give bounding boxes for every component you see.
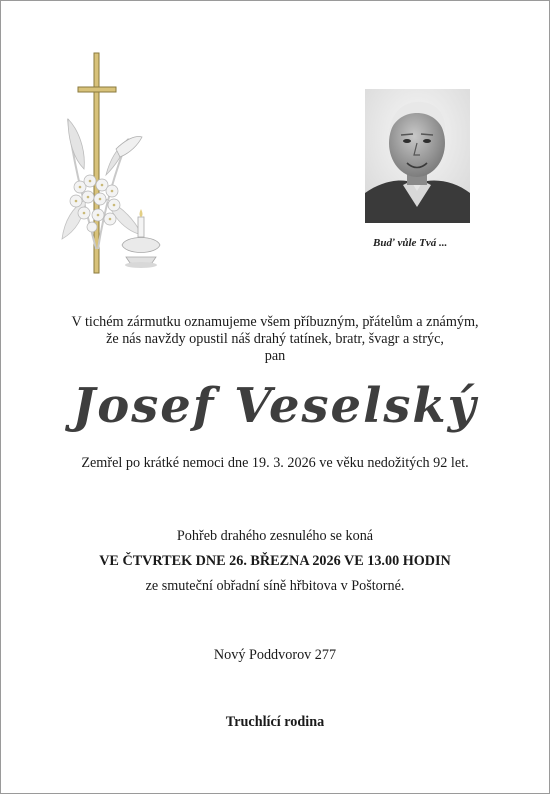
intro-line-1: V tichém zármutku oznamujeme všem příbuzným, přátelům a známým, — [71, 314, 479, 330]
funeral-place: ze smuteční obřadní síně hřbitova v Poštorné. — [145, 578, 405, 594]
cross-with-lilies-icon — [56, 49, 166, 279]
signature: Truchlící rodina — [225, 714, 325, 730]
intro-text — [1, 314, 549, 365]
intro-line-2: že nás navždy opustil náš drahý tatínek, bratr, švagr a strýc, — [106, 331, 444, 347]
deceased-name: Josef Veselský — [72, 378, 478, 434]
motto: Buď vůle Tvá ... — [373, 237, 448, 249]
funeral-line-1: Pohřeb drahého zesnulého se koná — [176, 528, 374, 544]
funeral-date-time: VE ČTVRTEK DNE 26. BŘEZNA 2026 VE 13.00 HODIN — [99, 553, 451, 569]
funeral-info — [1, 524, 549, 599]
intro-line-3: pan — [264, 348, 286, 364]
portrait-illustration — [365, 89, 470, 223]
family-address: Nový Poddvorov 277 — [213, 647, 337, 663]
portrait-photo — [365, 89, 470, 223]
death-notice: Zemřel po krátké nemoci dne 19. 3. 2026 ve věku nedožitých 92 let. — [81, 455, 469, 471]
